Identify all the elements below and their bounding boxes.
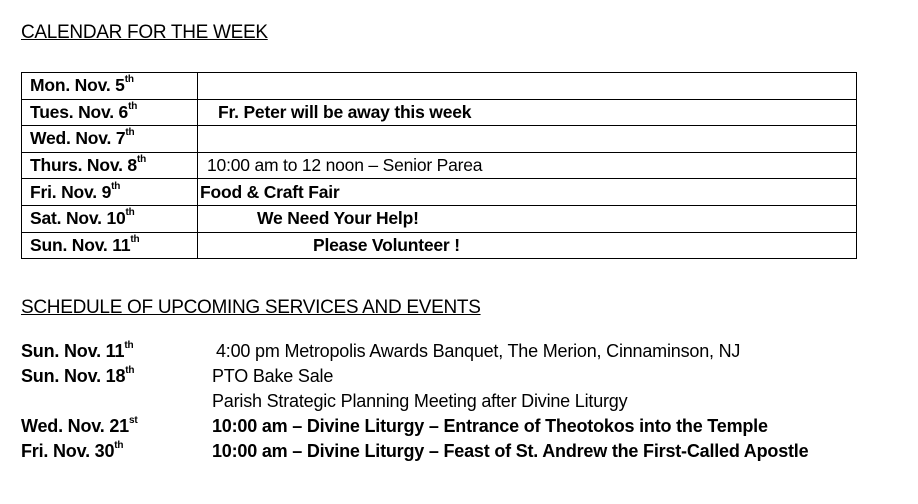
note-cell: Fr. Peter will be away this week xyxy=(198,99,857,126)
schedule-event: Parish Strategic Planning Meeting after Divine Liturgy xyxy=(212,391,628,411)
table-row xyxy=(22,205,857,232)
list-item xyxy=(21,416,911,441)
table-row xyxy=(22,179,857,206)
schedule-event: 10:00 am – Divine Liturgy – Entrance of Theotokos into the Temple xyxy=(212,416,768,436)
calendar-heading: CALENDAR FOR THE WEEK xyxy=(21,22,268,43)
table-row xyxy=(22,152,857,179)
note-cell: Food & Craft Fair xyxy=(198,179,857,206)
day-cell: Mon. Nov. 5th xyxy=(22,73,198,100)
list-item xyxy=(21,341,911,366)
schedule-event: 10:00 am – Divine Liturgy – Feast of St. Andrew the First-Called Apostle xyxy=(212,441,809,461)
day-cell: Sun. Nov. 11th xyxy=(22,232,198,259)
note-cell: We Need Your Help! xyxy=(198,205,857,232)
day-cell: Fri. Nov. 9th xyxy=(22,179,198,206)
list-item xyxy=(21,366,911,391)
list-item xyxy=(21,441,911,466)
day-cell: Tues. Nov. 6th xyxy=(22,99,198,126)
table-row xyxy=(22,73,857,100)
table-row xyxy=(22,99,857,126)
schedule-event: PTO Bake Sale xyxy=(212,366,334,386)
note-cell: 10:00 am to 12 noon – Senior Parea xyxy=(198,152,857,179)
note-cell xyxy=(198,126,857,153)
day-cell: Thurs. Nov. 8th xyxy=(22,152,198,179)
day-cell: Sat. Nov. 10th xyxy=(22,205,198,232)
note-cell xyxy=(198,73,857,100)
note-cell: Please Volunteer ! xyxy=(198,232,857,259)
schedule-event: 4:00 pm Metropolis Awards Banquet, The Merion, Cinnaminson, NJ xyxy=(216,341,741,361)
calendar-table xyxy=(21,72,857,259)
table-row xyxy=(22,126,857,153)
list-item xyxy=(21,391,911,416)
schedule-day: Sun. Nov. 11th xyxy=(21,340,134,361)
schedule-heading: SCHEDULE OF UPCOMING SERVICES AND EVENTS xyxy=(21,297,481,318)
schedule-day: Wed. Nov. 21st xyxy=(21,415,138,436)
day-cell: Wed. Nov. 7th xyxy=(22,126,198,153)
table-row xyxy=(22,232,857,259)
schedule-day: Sun. Nov. 18th xyxy=(21,365,135,386)
schedule-list xyxy=(21,341,911,466)
schedule-day: Fri. Nov. 30th xyxy=(21,440,124,461)
